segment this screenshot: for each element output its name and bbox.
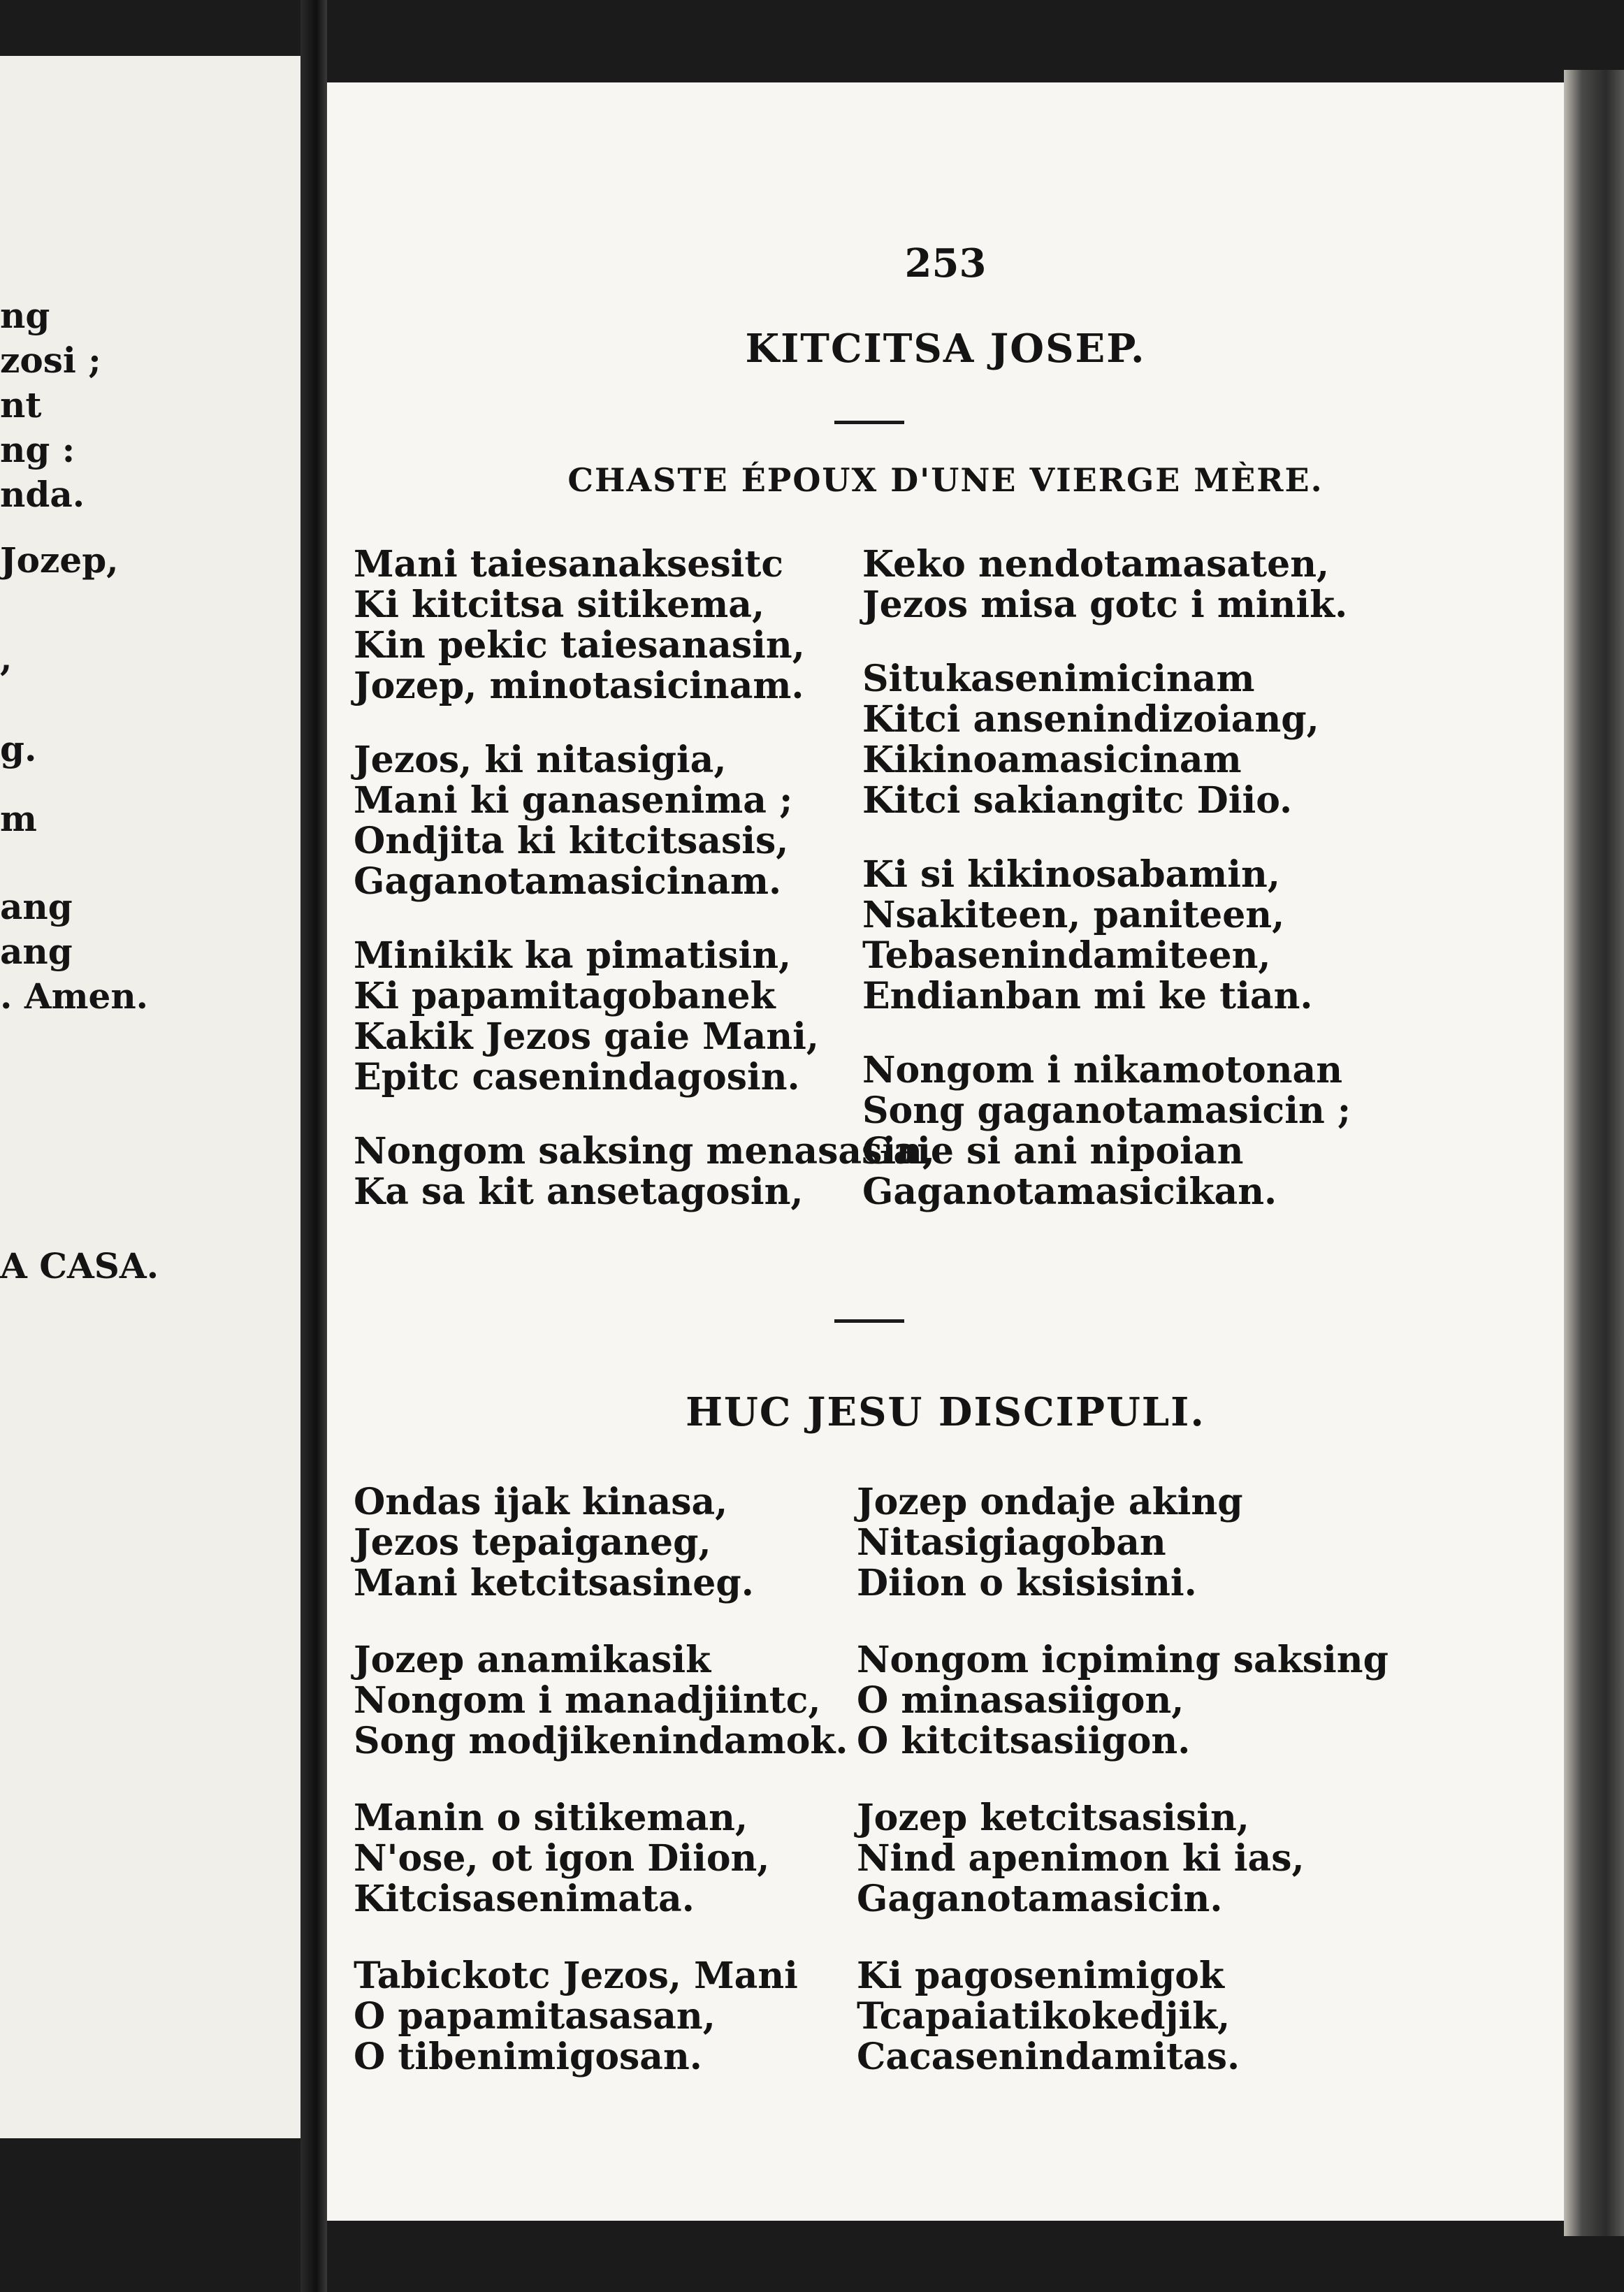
verse-line: Gaganotamasicinam. <box>354 860 782 903</box>
page-number: 253 <box>904 240 987 286</box>
verse-line: Epitc casenindagosin. <box>354 1056 800 1098</box>
verse-line: Gaie si ani nipoian <box>862 1130 1244 1173</box>
verse-line: Jozep ketcitsasisin, <box>857 1797 1249 1839</box>
verse-line: O tibenimigosan. <box>354 2036 702 2078</box>
verse-line: Kakik Jezos gaie Mani, <box>354 1015 819 1058</box>
verse-line: Gaganotamasicikan. <box>862 1170 1277 1213</box>
verse-line: Keko nendotamasaten, <box>862 543 1330 586</box>
verse-line: Ki si kikinosabamin, <box>862 853 1280 896</box>
verse-line: Manin o sitikeman, <box>354 1797 748 1839</box>
verse-line: Song gaganotamasicin ; <box>862 1089 1351 1132</box>
verse-line: Song modjikenindamok. <box>354 1720 848 1762</box>
verse-line: Nongom i nikamotonan <box>862 1049 1343 1091</box>
verse-line: Ki pagosenimigok <box>857 1954 1224 1997</box>
verse-line: Jozep ondaje aking <box>857 1481 1243 1523</box>
verse-line: Nind apenimon ki ias, <box>857 1837 1305 1880</box>
verse-line: Ka sa kit ansetagosin, <box>354 1170 804 1213</box>
verse-line: N'ose, ot igon Diion, <box>354 1837 770 1880</box>
title-rule <box>834 421 904 424</box>
left-fragment: g. <box>0 728 37 769</box>
verse-line: O kitcitsasiigon. <box>857 1720 1191 1762</box>
verse-line: Gaganotamasicin. <box>857 1878 1223 1920</box>
verse-line: Ki kitcitsa sitikema, <box>354 583 765 626</box>
section-rule <box>834 1319 904 1323</box>
page-edge <box>1564 70 1624 2236</box>
verse-line: Jozep, minotasicinam. <box>354 665 804 707</box>
left-fragment: ang <box>0 931 73 972</box>
left-fragment: nda. <box>0 474 85 515</box>
book-gutter <box>300 0 327 2292</box>
verse-line: Endianban mi ke tian. <box>862 975 1313 1017</box>
verse-line: Mani ki ganasenima ; <box>354 779 793 822</box>
verse-line: Kitci ansenindizoiang, <box>862 698 1319 741</box>
left-fragment: ng : <box>0 429 75 470</box>
left-fragment: ng <box>0 295 50 336</box>
hymn-subtitle: CHASTE ÉPOUX D'UNE VIERGE MÈRE. <box>567 461 1324 499</box>
verse-line: Jezos misa gotc i minik. <box>862 583 1348 626</box>
verse-line: O papamitasasan, <box>354 1995 716 2038</box>
page <box>327 82 1564 2221</box>
hymn-title: HUC JESU DISCIPULI. <box>686 1389 1205 1435</box>
verse-line: Jezos tepaiganeg, <box>354 1521 711 1564</box>
verse-line: Tabickotc Jezos, Mani <box>354 1954 798 1997</box>
verse-line: Nongom i manadjiintc, <box>354 1679 821 1722</box>
hymn-title: KITCITSA JOSEP. <box>745 326 1146 372</box>
left-fragment: ang <box>0 886 73 927</box>
left-fragment: zosi ; <box>0 340 101 381</box>
verse-line: Kitci sakiangitc Diio. <box>862 779 1293 822</box>
verse-line: Cacasenindamitas. <box>857 2036 1240 2078</box>
verse-line: Ondas ijak kinasa, <box>354 1481 728 1523</box>
verse-line: Minikik ka pimatisin, <box>354 934 792 977</box>
left-fragment: nt <box>0 384 42 426</box>
verse-line: Ondjita ki kitcitsasis, <box>354 820 789 862</box>
verse-line: Jozep anamikasik <box>354 1639 711 1681</box>
verse-line: Kin pekic taiesanasin, <box>354 624 805 667</box>
verse-line: Kitcisasenimata. <box>354 1878 695 1920</box>
verse-line: Jezos, ki nitasigia, <box>354 739 727 781</box>
verse-line: Tebasenindamiteen, <box>862 934 1271 977</box>
previous-page-fragment <box>0 56 300 2138</box>
verse-line: Kikinoamasicinam <box>862 739 1242 781</box>
verse-line: Nitasigiagoban <box>857 1521 1166 1564</box>
verse-line: Diion o ksisisini. <box>857 1562 1197 1604</box>
verse-line: Situkasenimicinam <box>862 658 1255 700</box>
verse-line: Nsakiteen, paniteen, <box>862 894 1285 936</box>
verse-line: O minasasiigon, <box>857 1679 1184 1722</box>
left-fragment: . Amen. <box>0 975 149 1017</box>
left-fragment: Jozep, <box>0 539 119 581</box>
verse-line: Nongom saksing menasasin, <box>354 1130 935 1173</box>
verse-line: Ki papamitagobanek <box>354 975 776 1017</box>
verse-line: Nongom icpiming saksing <box>857 1639 1389 1681</box>
verse-line: Tcapaiatikokedjik, <box>857 1995 1231 2038</box>
left-fragment: , <box>0 637 13 679</box>
left-fragment: m <box>0 798 37 839</box>
verse-line: Mani taiesanaksesitc <box>354 543 784 586</box>
verse-line: Mani ketcitsasineg. <box>354 1562 754 1604</box>
left-fragment: A CASA. <box>0 1245 159 1286</box>
